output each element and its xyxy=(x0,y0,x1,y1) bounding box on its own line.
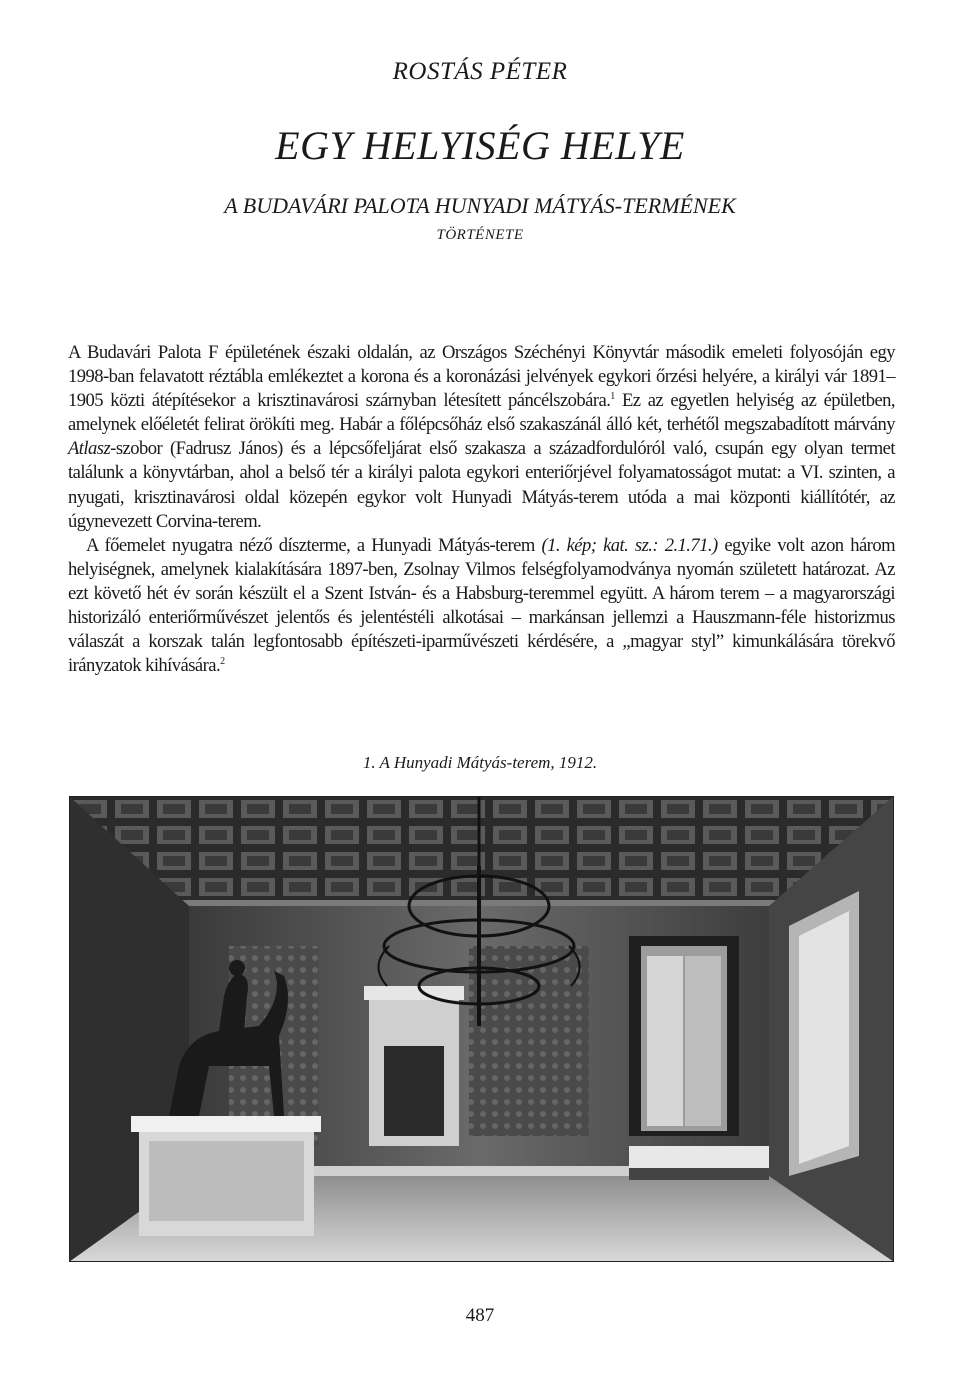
photo-illustration xyxy=(69,796,894,1262)
atlasz-italic: Atlasz xyxy=(68,438,111,460)
figure-reference: (1. kép; kat. sz.: 2.1.71.) xyxy=(541,534,718,556)
paragraph-1-part-c: -szobor (Fadrusz János) és a lépcsőfeljárat első szakasza a századfordulóról való, csupán egy olyan termet találunk a könyvtárban, ahol a belső tér a királyi palota egykori enteriőrjével folyamatosságot mutat: a VI. szinten, a nyugati, krisztinavárosi oldal közepén egykor volt Hunyadi Mátyás-terem utóda a mai központi kiállítótér, az úgynevezett Corvina-terem. xyxy=(68,438,895,532)
figure-caption: 1. A Hunyadi Mátyás-terem, 1912. xyxy=(362,753,598,772)
paragraph-2 xyxy=(68,534,895,679)
body-text xyxy=(68,341,895,678)
paragraph-1-part-b: Ez az egyetlen helyiség az épületben, amelynek előéletét felirat örökíti meg. Habár a főlépcsőház első szakaszánál álló két, terhétől megszabadított márvány xyxy=(68,390,895,436)
paragraph-2-part-a: A főemelet nyugatra néző díszterme, a Hunyadi Mátyás-terem xyxy=(86,534,542,556)
subtitle-line-2: TÖRTÉNETE xyxy=(436,227,524,243)
subtitle-line-1: A BUDAVÁRI PALOTA HUNYADI MÁTYÁS-TERMÉNEK xyxy=(224,193,736,218)
article-subtitle xyxy=(0,192,960,250)
author-name: ROSTÁS PÉTER xyxy=(392,58,568,85)
hall-photograph xyxy=(69,796,894,1262)
footnote-ref-1: 1 xyxy=(610,391,615,402)
paragraph-1 xyxy=(68,341,895,534)
paragraph-2-part-b: egyike volt azon három helyiségnek, amelynek kialakítására 1897-ben, Zsolnay Vilmos felségfolyamodványa nyomán született határozat. Az ezt követő hét év során készült el a Szent István- és a Habsburg-teremmel együtt. A három terem – a magyarországi historizáló enteriőrművészet jelentős és jelentéstéli alkotásai – markánsan jellemzi a Hauszmann-féle historizmus válaszát a korszak talán legfontosabb építészeti-iparművészeti kérdésére, a „magyar styl” kimunkálására törekvő irányzatok kihívására. xyxy=(68,534,895,677)
paragraph-1-part-a: A Budavári Palota F épületének északi oldalán, az Országos Széchényi Könyvtár második emeleti folyosóján egy 1998-ban felavatott réztábla emlékeztet a korona és a koronázási jelvények egykori őrzési helyére, a királyi vár 1891–1905 közti átépítésekor a krisztinavárosi szárnyban létesített páncélszobára. xyxy=(68,342,895,412)
page-number: 487 xyxy=(465,1305,495,1326)
article-title: EGY HELYISÉG HELYE xyxy=(275,123,685,168)
footnote-ref-2: 2 xyxy=(220,656,225,668)
